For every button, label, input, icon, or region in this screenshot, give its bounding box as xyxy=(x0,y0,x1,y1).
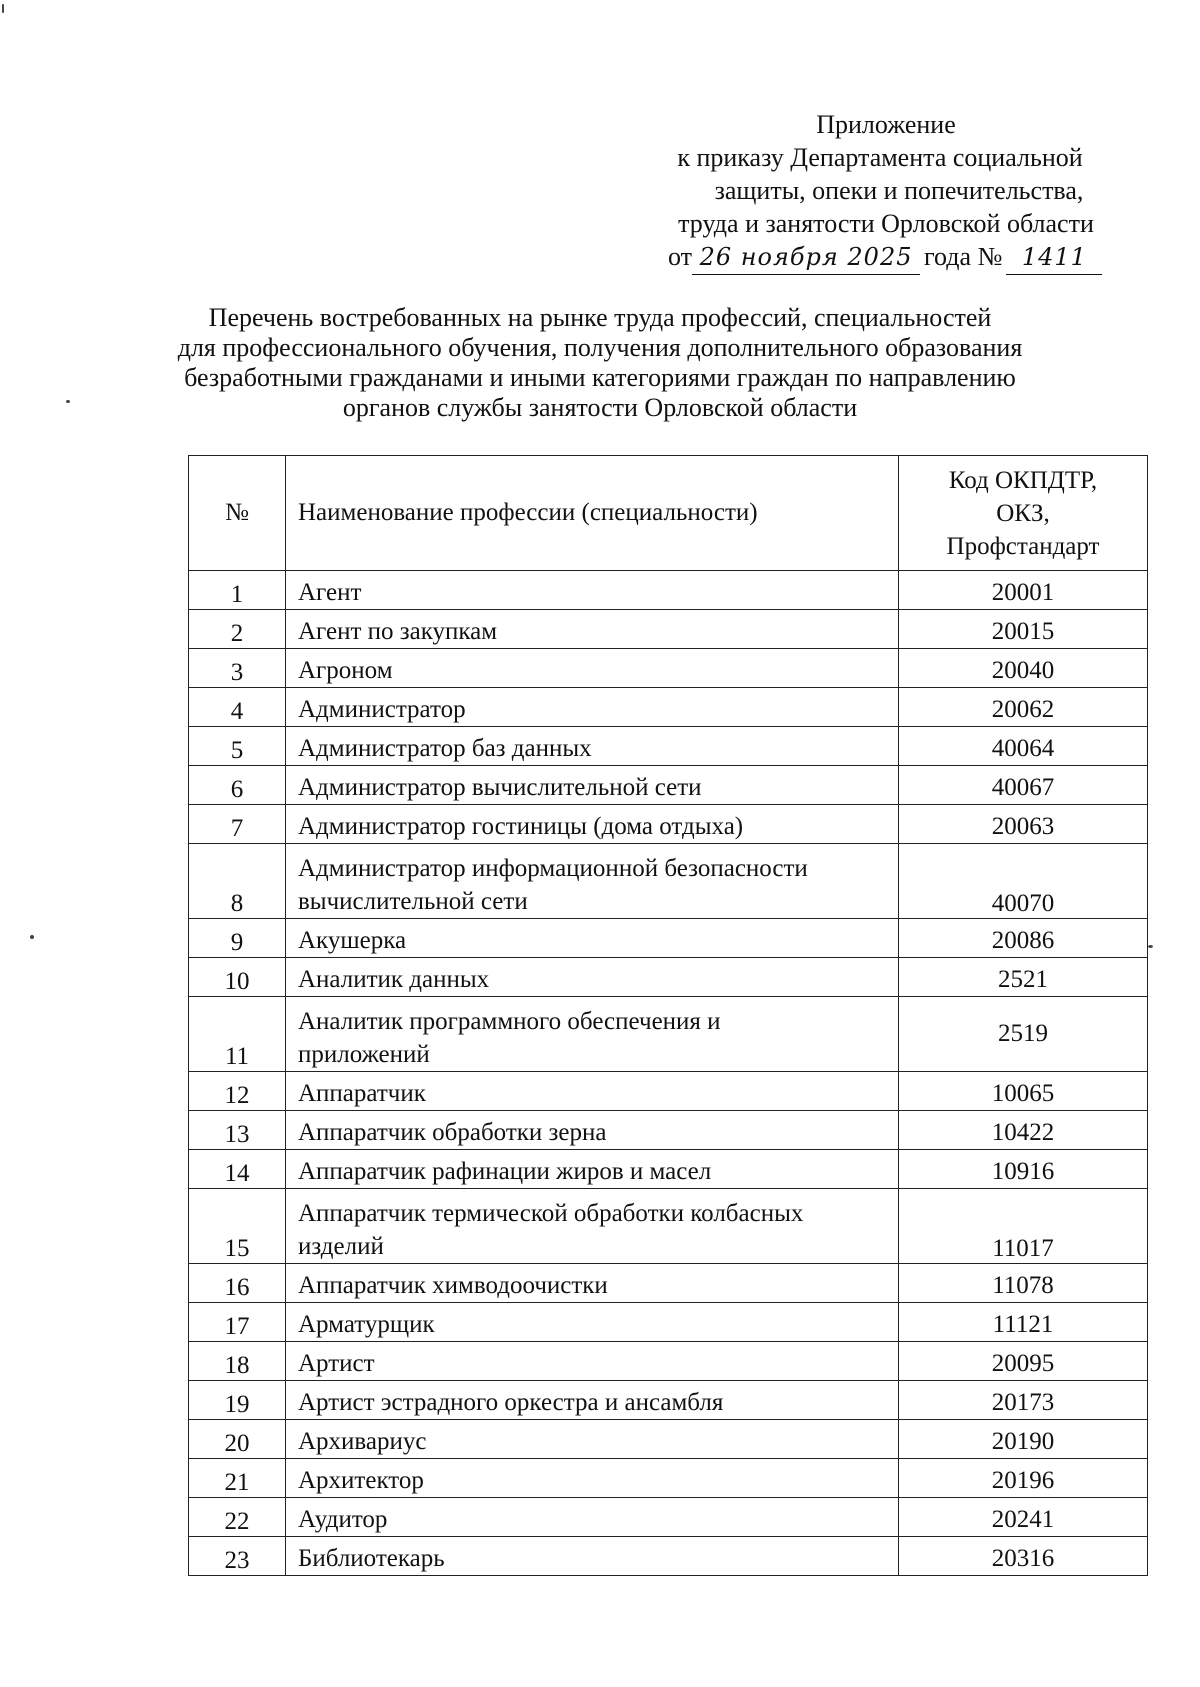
row-code: 20001 xyxy=(899,571,1148,610)
row-code: 2519 xyxy=(899,997,1148,1072)
row-number: 5 xyxy=(189,727,286,766)
table-row xyxy=(189,1303,1148,1342)
row-number: 15 xyxy=(189,1189,286,1264)
row-number: 6 xyxy=(189,766,286,805)
row-name: Администратор вычислительной сети xyxy=(286,766,899,805)
row-code: 20086 xyxy=(899,919,1148,958)
row-name xyxy=(286,1189,899,1264)
row-number: 23 xyxy=(189,1537,286,1576)
row-number: 14 xyxy=(189,1150,286,1189)
row-number: 16 xyxy=(189,1264,286,1303)
row-number: 13 xyxy=(189,1111,286,1150)
table-row xyxy=(189,1459,1148,1498)
row-number: 10 xyxy=(189,958,286,997)
row-number: 7 xyxy=(189,805,286,844)
row-name-line: вычислительной сети xyxy=(298,888,528,915)
table-row xyxy=(189,958,1148,997)
scan-speck xyxy=(66,400,70,403)
table-row xyxy=(189,1498,1148,1537)
row-code: 10065 xyxy=(899,1072,1148,1111)
row-name: Аналитик данных xyxy=(286,958,899,997)
appendix-title: Приложение xyxy=(816,110,956,139)
row-name-line: изделий xyxy=(298,1233,384,1260)
header-code-line: ОКЗ, xyxy=(996,499,1050,527)
row-number: 19 xyxy=(189,1381,286,1420)
table-row xyxy=(189,1189,1148,1264)
table-row xyxy=(189,610,1148,649)
row-name: Архивариус xyxy=(286,1420,899,1459)
row-name: Архитектор xyxy=(286,1459,899,1498)
table-row xyxy=(189,919,1148,958)
table-row xyxy=(189,1150,1148,1189)
row-number: 8 xyxy=(189,844,286,919)
row-number: 9 xyxy=(189,919,286,958)
row-code: 10916 xyxy=(899,1150,1148,1189)
row-code: 40067 xyxy=(899,766,1148,805)
row-number: 11 xyxy=(189,997,286,1072)
header-code xyxy=(899,456,1148,571)
title-line: Перечень востребованных на рынке труда профессий, специальностей xyxy=(208,303,992,332)
row-name: Администратор гостиницы (дома отдыха) xyxy=(286,805,899,844)
table-row xyxy=(189,1264,1148,1303)
row-name: Агент по закупкам xyxy=(286,610,899,649)
row-name-line: Аналитик программного обеспечения и xyxy=(298,1008,721,1035)
row-name: Арматурщик xyxy=(286,1303,899,1342)
row-code: 20063 xyxy=(899,805,1148,844)
table-header-row xyxy=(189,456,1148,571)
row-code: 11078 xyxy=(899,1264,1148,1303)
row-code: 40064 xyxy=(899,727,1148,766)
row-name: Аппаратчик химводоочистки xyxy=(286,1264,899,1303)
header-name: Наименование профессии (специальности) xyxy=(286,456,899,571)
row-name: Библиотекарь xyxy=(286,1537,899,1576)
row-name: Артист эстрадного оркестра и ансамбля xyxy=(286,1381,899,1420)
document-title xyxy=(150,303,1050,423)
row-code: 11017 xyxy=(899,1189,1148,1264)
row-code: 20040 xyxy=(899,649,1148,688)
row-name-line: Администратор информационной безопасности xyxy=(298,855,808,882)
table-row xyxy=(189,1381,1148,1420)
row-code: 10422 xyxy=(899,1111,1148,1150)
row-number: 2 xyxy=(189,610,286,649)
row-name: Администратор xyxy=(286,688,899,727)
title-line: для профессионального обучения, получения дополнительного образования xyxy=(177,333,1023,362)
row-name-line: Аппаратчик термической обработки колбасных xyxy=(298,1200,804,1227)
header-number: № xyxy=(189,456,286,571)
row-name: Артист xyxy=(286,1342,899,1381)
table-row xyxy=(189,805,1148,844)
table-row xyxy=(189,766,1148,805)
row-name: Акушерка xyxy=(286,919,899,958)
scan-speck xyxy=(1148,945,1153,948)
row-name: Аудитор xyxy=(286,1498,899,1537)
row-code: 20095 xyxy=(899,1342,1148,1381)
row-number: 21 xyxy=(189,1459,286,1498)
title-line: безработными гражданами и иными категориями граждан по направлению xyxy=(184,363,1016,392)
row-number: 18 xyxy=(189,1342,286,1381)
appendix-header xyxy=(600,108,1160,275)
row-name: Агент xyxy=(286,571,899,610)
table-row xyxy=(189,1420,1148,1459)
row-name: Администратор баз данных xyxy=(286,727,899,766)
row-code: 40070 xyxy=(899,844,1148,919)
row-number: 20 xyxy=(189,1420,286,1459)
table-row xyxy=(189,688,1148,727)
row-code: 20015 xyxy=(899,610,1148,649)
row-name: Аппаратчик xyxy=(286,1072,899,1111)
row-code: 20241 xyxy=(899,1498,1148,1537)
table-row xyxy=(189,1537,1148,1576)
order-number-handwritten: 1411 xyxy=(1006,241,1102,275)
row-number: 3 xyxy=(189,649,286,688)
header-code-line: Код ОКПДТР, xyxy=(948,466,1098,494)
row-number: 4 xyxy=(189,688,286,727)
order-reference xyxy=(600,240,1160,275)
table-row xyxy=(189,1072,1148,1111)
header-code-line: Профстандарт xyxy=(946,532,1100,560)
order-date-handwritten: 26 ноября 2025 xyxy=(692,241,920,275)
table-row xyxy=(189,844,1148,919)
scan-speck xyxy=(30,935,34,939)
row-name-line: приложений xyxy=(298,1041,430,1068)
row-code: 20196 xyxy=(899,1459,1148,1498)
order-middle: года № xyxy=(924,242,1003,271)
row-number: 1 xyxy=(189,571,286,610)
table-row xyxy=(189,727,1148,766)
row-code: 20062 xyxy=(899,688,1148,727)
title-line: органов службы занятости Орловской области xyxy=(342,393,858,422)
professions-table xyxy=(188,455,1148,1576)
appendix-line: к приказу Департамента социальной xyxy=(677,143,1083,172)
row-name xyxy=(286,997,899,1072)
table-row xyxy=(189,571,1148,610)
row-code: 20190 xyxy=(899,1420,1148,1459)
table-row xyxy=(189,649,1148,688)
row-code: 20316 xyxy=(899,1537,1148,1576)
row-name xyxy=(286,844,899,919)
row-number: 22 xyxy=(189,1498,286,1537)
appendix-line: защиты, опеки и попечительства, xyxy=(714,176,1084,205)
row-name: Аппаратчик рафинации жиров и масел xyxy=(286,1150,899,1189)
row-number: 17 xyxy=(189,1303,286,1342)
table-row xyxy=(189,1342,1148,1381)
row-name: Аппаратчик обработки зерна xyxy=(286,1111,899,1150)
row-code: 2521 xyxy=(899,958,1148,997)
appendix-line: труда и занятости Орловской области xyxy=(678,209,1094,238)
row-code: 11121 xyxy=(899,1303,1148,1342)
row-name: Агроном xyxy=(286,649,899,688)
order-prefix: от xyxy=(668,242,693,271)
row-code: 20173 xyxy=(899,1381,1148,1420)
table-row xyxy=(189,1111,1148,1150)
table-row xyxy=(189,997,1148,1072)
scan-speck xyxy=(2,4,4,13)
row-number: 12 xyxy=(189,1072,286,1111)
